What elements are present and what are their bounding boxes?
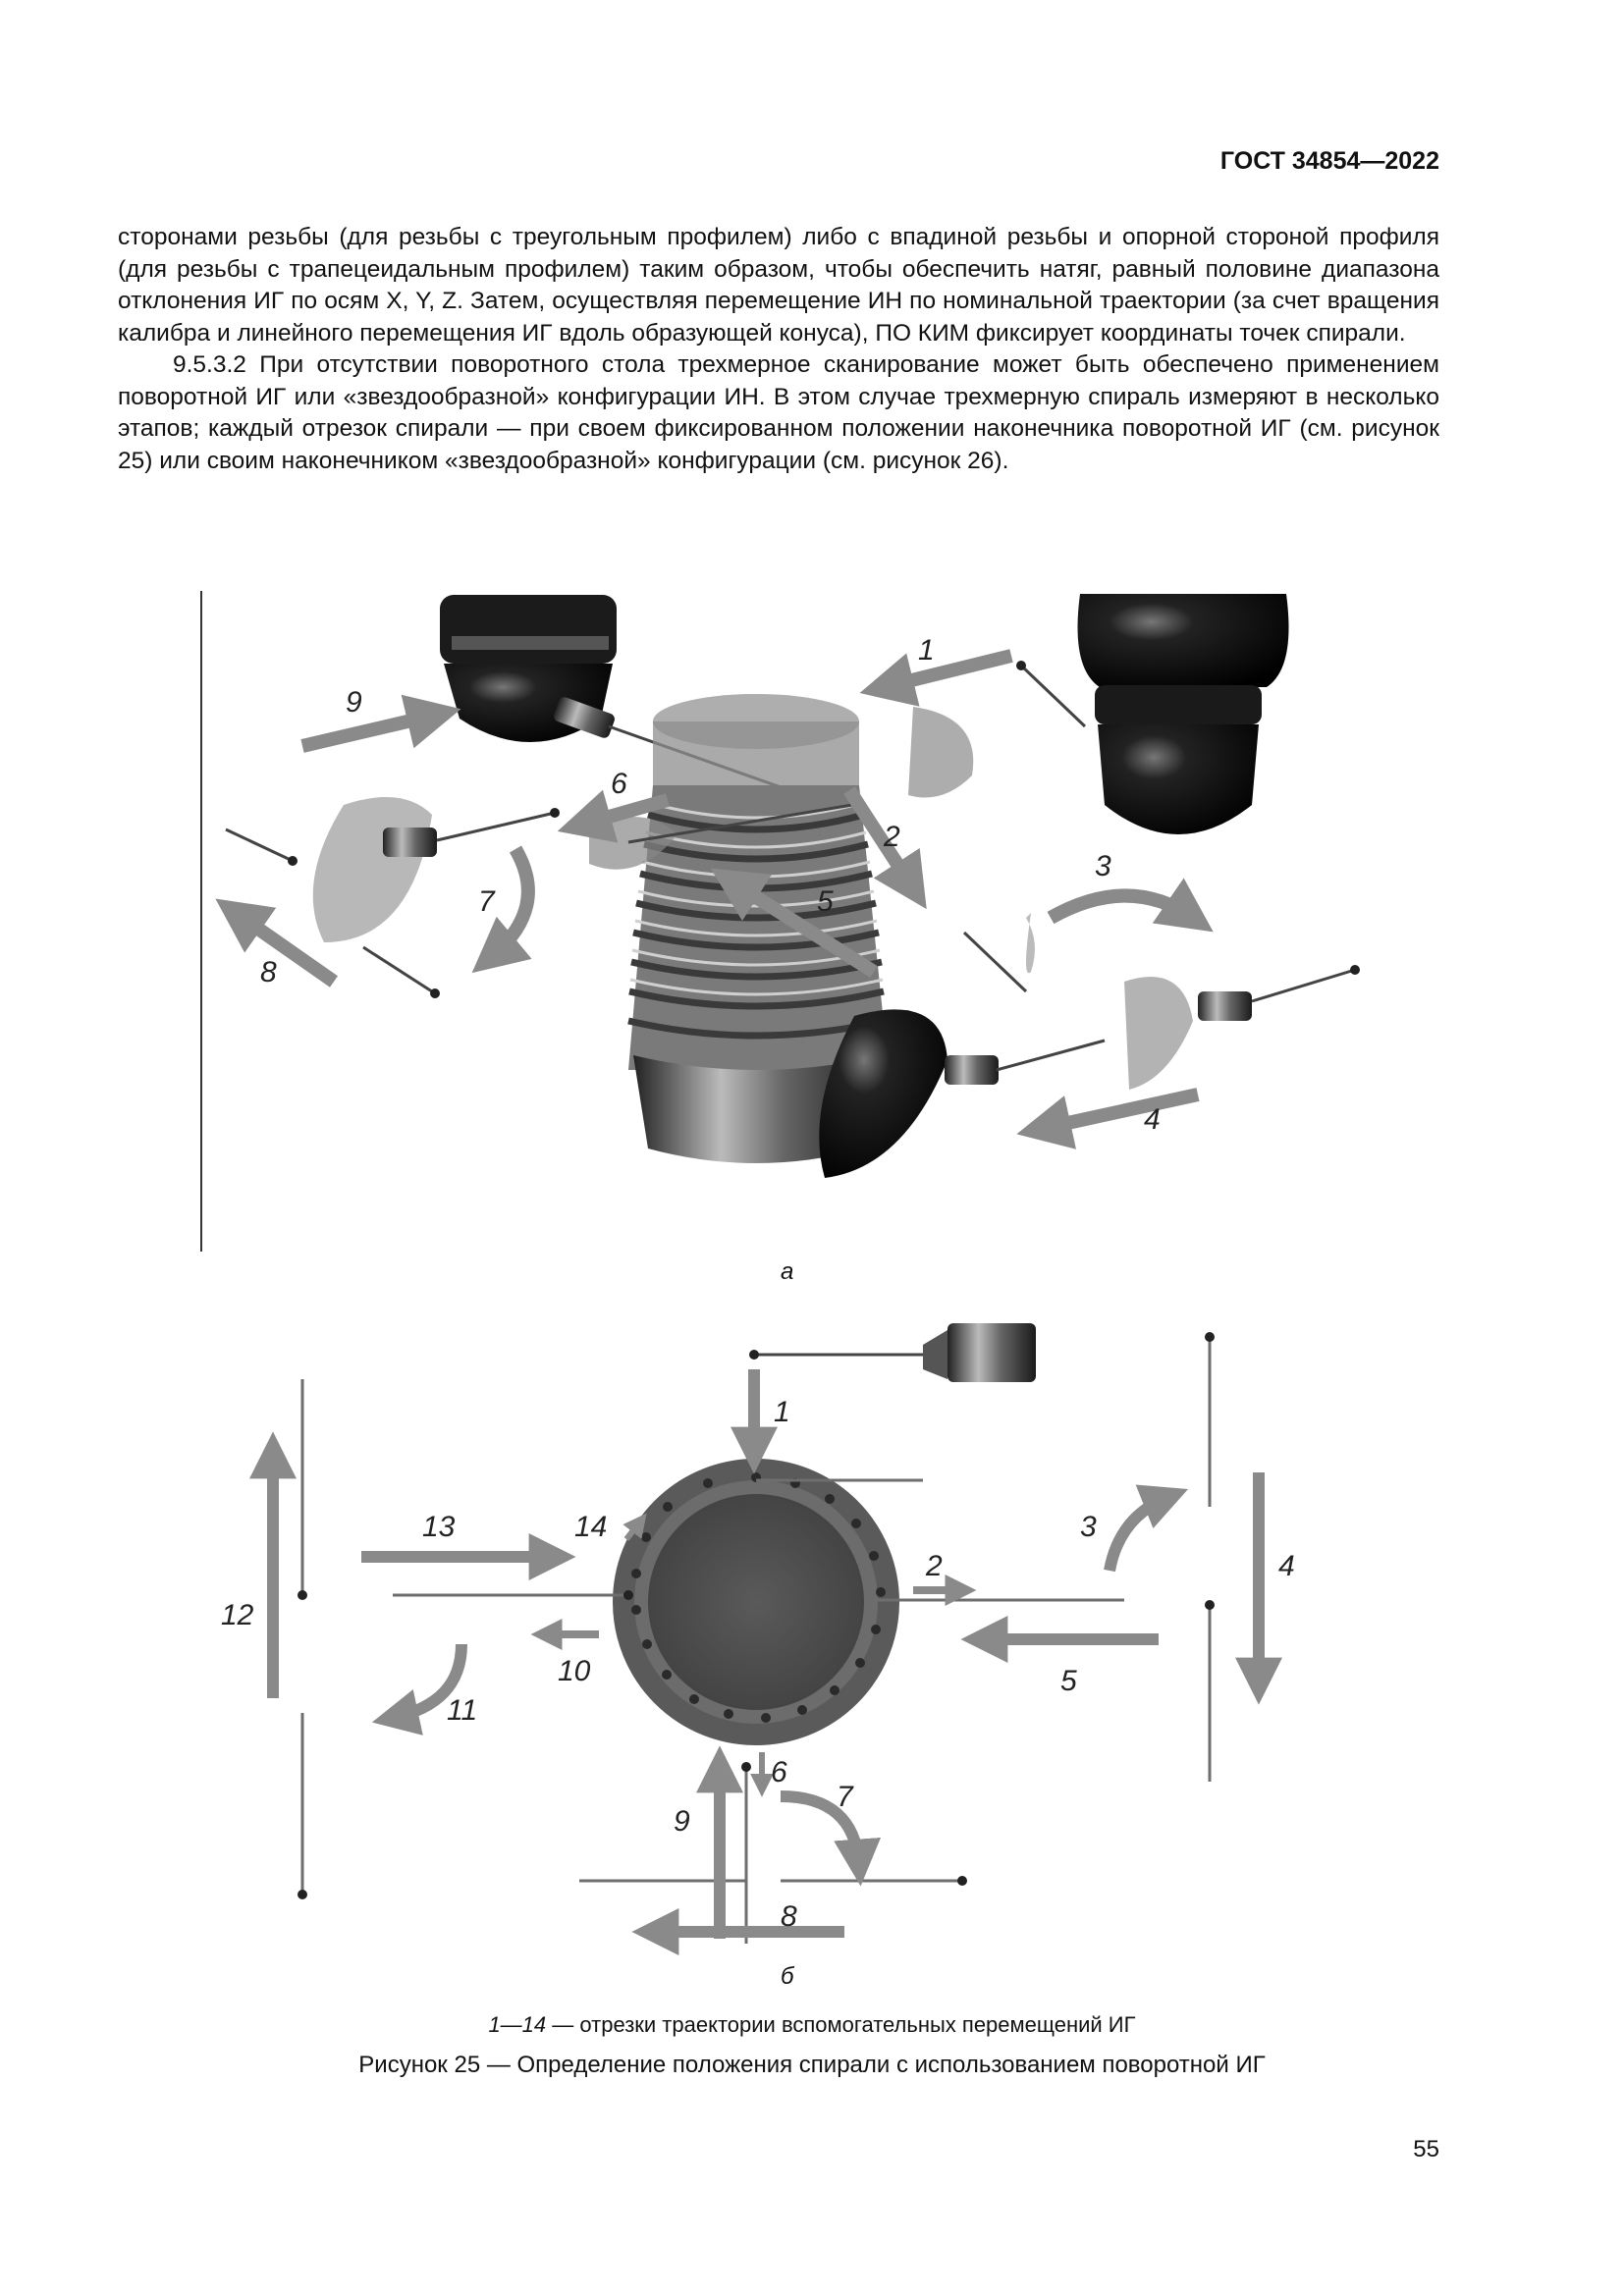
- paragraph-continued: сторонами резьбы (для резьбы с треугольным профилем) либо с впадиной резьбы и опорной стороной профиля (для резьбы с трапецеидальным профилем) таким образом, чтобы обеспечить натяг, равный половине диапазона отклонения ИГ по осям X, Y, Z. Затем, осуществляя перемещение ИН по номинальной траектории (за счет вращения калибра и линейного перемещения ИГ вдоль образующей конуса), ПО КИМ фиксирует координаты точек спирали.: [118, 224, 1439, 347]
- num-b-2: 2: [926, 1550, 943, 1582]
- num-b-7: 7: [837, 1781, 853, 1813]
- arrow-a-7: [491, 849, 528, 957]
- num-b-4: 4: [1278, 1550, 1295, 1582]
- num-a-6: 6: [611, 768, 627, 800]
- num-b-5: 5: [1060, 1665, 1077, 1697]
- document-header: ГОСТ 34854—2022: [1219, 147, 1439, 175]
- figure-legend: [0, 2012, 1624, 2038]
- arrow-a-9: [302, 715, 437, 746]
- arrow-a-3: [1051, 896, 1193, 919]
- num-a-4: 4: [1144, 1103, 1161, 1136]
- num-b-3: 3: [1080, 1511, 1097, 1543]
- num-b-8: 8: [781, 1900, 797, 1933]
- num-a-9: 9: [346, 686, 362, 719]
- num-a-5: 5: [817, 885, 834, 918]
- num-a-8: 8: [260, 956, 277, 988]
- num-a-3: 3: [1095, 850, 1111, 882]
- gauge-disc-b: [623, 1469, 889, 1735]
- legend-text: — отрезки траектории вспомогательных перемещений ИГ: [546, 2012, 1136, 2037]
- figure-b-label: б: [781, 1963, 794, 1990]
- num-b-14: 14: [574, 1511, 608, 1543]
- figure-b-illustration: [221, 1323, 1295, 1944]
- num-a-1: 1: [918, 634, 935, 667]
- num-b-10: 10: [558, 1655, 591, 1687]
- num-b-9: 9: [674, 1805, 690, 1838]
- figure-a-illustration: [201, 591, 1360, 1252]
- num-b-6: 6: [771, 1756, 787, 1789]
- probe-body-b: [749, 1323, 1036, 1382]
- num-a-2: 2: [884, 821, 900, 853]
- page-number: 55: [1413, 2136, 1439, 2163]
- arrow-a-1: [884, 656, 1011, 687]
- figure-caption: Рисунок 25 — Определение положения спирали с использованием поворотной ИГ: [358, 2052, 1266, 2078]
- paragraph-9-5-3-2: 9.5.3.2 При отсутствии поворотного стола трехмерное сканирование может быть обеспечено применением поворотной ИГ или «звездообразной» конфигурации ИН. В этом случае трехмерную спираль измеряют в несколько этапов; каждый отрезок спирали — при своем фиксированном положении наконечника поворотной ИГ (см. рисунок 25) или своим наконечником «звездообразной» конфигурации (см. рисунок 26).: [118, 351, 1439, 474]
- probe-head-top-right: [1016, 594, 1289, 834]
- legend-range: 1—14: [488, 2012, 547, 2037]
- num-a-7: 7: [478, 885, 495, 918]
- num-b-13: 13: [422, 1511, 456, 1543]
- arrow-a-4: [1041, 1095, 1198, 1129]
- num-b-11: 11: [447, 1694, 478, 1727]
- num-b-12: 12: [221, 1599, 254, 1631]
- arrow-b-3: [1110, 1497, 1168, 1571]
- num-b-1: 1: [774, 1396, 790, 1428]
- figure-a-label: а: [781, 1258, 794, 1285]
